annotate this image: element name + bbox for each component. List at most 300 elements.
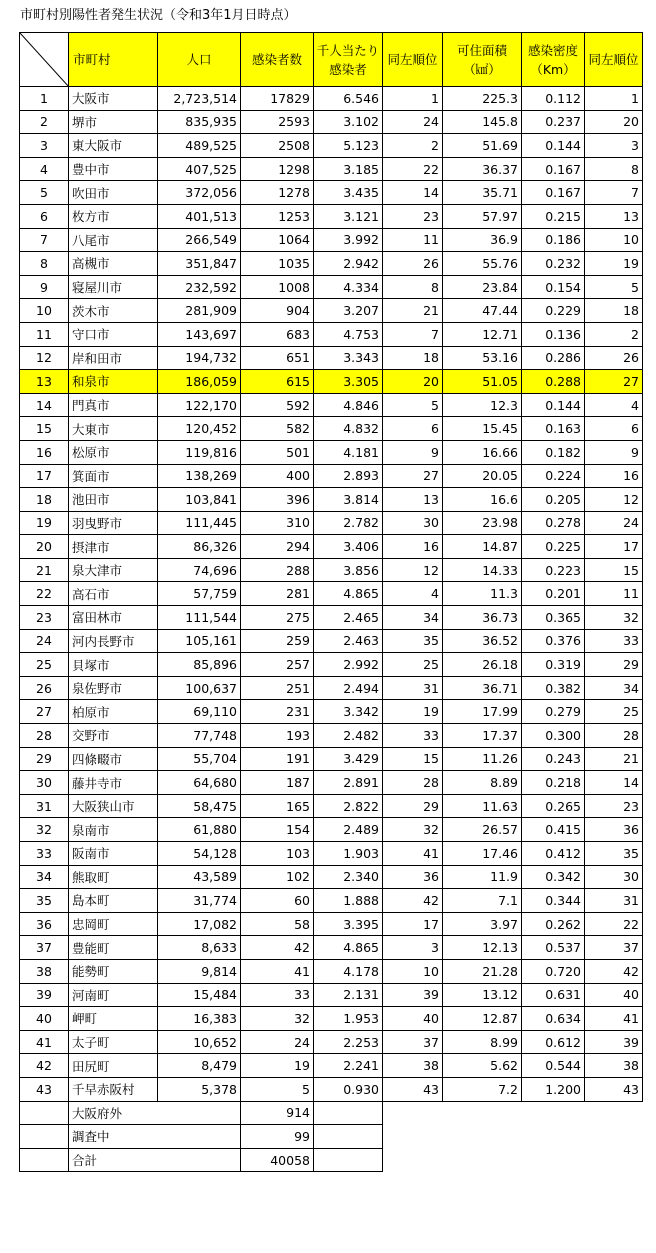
area-cell: 7.2 [443, 1077, 522, 1101]
area-cell: 12.3 [443, 393, 522, 417]
per-thousand-cell: 3.343 [314, 346, 383, 370]
table-row [20, 936, 643, 960]
rank-cell: 15 [383, 747, 443, 771]
density-cell: 0.265 [522, 794, 585, 818]
density-rank-cell: 27 [585, 370, 643, 394]
per-thousand-cell: 4.846 [314, 393, 383, 417]
per-thousand-cell: 4.865 [314, 582, 383, 606]
area-cell: 36.9 [443, 228, 522, 252]
table-row [20, 535, 643, 559]
footer-spacer [383, 1148, 643, 1172]
density-rank-cell: 37 [585, 936, 643, 960]
row-number: 28 [20, 724, 69, 748]
area-cell: 51.05 [443, 370, 522, 394]
rank-cell: 16 [383, 535, 443, 559]
density-rank-cell: 5 [585, 275, 643, 299]
population-cell: 5,378 [158, 1077, 241, 1101]
area-cell: 53.16 [443, 346, 522, 370]
density-cell: 0.286 [522, 346, 585, 370]
rank-cell: 38 [383, 1054, 443, 1078]
row-number: 26 [20, 676, 69, 700]
density-rank-cell: 13 [585, 204, 643, 228]
density-cell: 0.223 [522, 558, 585, 582]
area-cell: 20.05 [443, 464, 522, 488]
table-row [20, 1030, 643, 1054]
density-rank-cell: 1 [585, 87, 643, 111]
rank-cell: 27 [383, 464, 443, 488]
population-cell: 8,479 [158, 1054, 241, 1078]
table-body [20, 87, 643, 1102]
density-cell: 0.243 [522, 747, 585, 771]
density-rank-cell: 25 [585, 700, 643, 724]
municipality-cell: 泉大津市 [69, 558, 158, 582]
infected-cell: 60 [241, 889, 314, 913]
footer-label: 合計 [69, 1148, 241, 1172]
rank-cell: 4 [383, 582, 443, 606]
infected-cell: 193 [241, 724, 314, 748]
footer-empty-cell [314, 1125, 383, 1149]
density-rank-cell: 16 [585, 464, 643, 488]
municipality-cell: 東大阪市 [69, 134, 158, 158]
rank-cell: 22 [383, 157, 443, 181]
infected-cell: 904 [241, 299, 314, 323]
infected-cell: 1064 [241, 228, 314, 252]
density-cell: 0.319 [522, 653, 585, 677]
per-thousand-cell: 2.942 [314, 252, 383, 276]
density-cell: 0.412 [522, 842, 585, 866]
rank-cell: 25 [383, 653, 443, 677]
municipality-cell: 忠岡町 [69, 912, 158, 936]
density-cell: 0.144 [522, 134, 585, 158]
per-thousand-cell: 3.305 [314, 370, 383, 394]
municipality-cell: 柏原市 [69, 700, 158, 724]
table-row [20, 676, 643, 700]
row-number: 31 [20, 794, 69, 818]
row-number: 7 [20, 228, 69, 252]
per-thousand-cell: 2.463 [314, 629, 383, 653]
row-number: 39 [20, 983, 69, 1007]
density-rank-cell: 12 [585, 488, 643, 512]
municipality-cell: 河内長野市 [69, 629, 158, 653]
per-thousand-cell: 2.465 [314, 606, 383, 630]
footer-empty-cell [20, 1148, 69, 1172]
area-cell: 145.8 [443, 110, 522, 134]
municipality-cell: 茨木市 [69, 299, 158, 323]
municipality-cell: 吹田市 [69, 181, 158, 205]
area-cell: 26.57 [443, 818, 522, 842]
table-row [20, 912, 643, 936]
table-row [20, 181, 643, 205]
density-cell: 0.262 [522, 912, 585, 936]
density-cell: 0.720 [522, 959, 585, 983]
density-cell: 1.200 [522, 1077, 585, 1101]
infected-cell: 24 [241, 1030, 314, 1054]
municipality-cell: 豊中市 [69, 157, 158, 181]
density-cell: 0.300 [522, 724, 585, 748]
municipality-cell: 松原市 [69, 440, 158, 464]
per-thousand-cell: 4.181 [314, 440, 383, 464]
rank-cell: 36 [383, 865, 443, 889]
density-rank-cell: 10 [585, 228, 643, 252]
per-thousand-cell: 2.241 [314, 1054, 383, 1078]
municipality-cell: 高槻市 [69, 252, 158, 276]
row-number: 27 [20, 700, 69, 724]
area-cell: 36.73 [443, 606, 522, 630]
density-rank-cell: 41 [585, 1007, 643, 1031]
rank-cell: 20 [383, 370, 443, 394]
table-row [20, 299, 643, 323]
population-cell: 407,525 [158, 157, 241, 181]
municipality-cell: 太子町 [69, 1030, 158, 1054]
header-rank-1: 同左順位 [383, 33, 443, 87]
municipality-cell: 能勢町 [69, 959, 158, 983]
footer-empty-cell [20, 1101, 69, 1125]
population-cell: 232,592 [158, 275, 241, 299]
area-cell: 5.62 [443, 1054, 522, 1078]
table-row [20, 322, 643, 346]
row-number: 5 [20, 181, 69, 205]
density-cell: 0.163 [522, 417, 585, 441]
rank-cell: 32 [383, 818, 443, 842]
area-cell: 16.6 [443, 488, 522, 512]
rank-cell: 6 [383, 417, 443, 441]
per-thousand-cell: 3.121 [314, 204, 383, 228]
density-rank-cell: 35 [585, 842, 643, 866]
density-rank-cell: 32 [585, 606, 643, 630]
density-cell: 0.186 [522, 228, 585, 252]
footer-value: 914 [241, 1101, 314, 1125]
population-cell: 77,748 [158, 724, 241, 748]
municipality-cell: 枚方市 [69, 204, 158, 228]
population-cell: 372,056 [158, 181, 241, 205]
rank-cell: 28 [383, 771, 443, 795]
infection-table [19, 32, 643, 1172]
municipality-cell: 千早赤阪村 [69, 1077, 158, 1101]
municipality-cell: 岬町 [69, 1007, 158, 1031]
area-cell: 11.26 [443, 747, 522, 771]
infected-cell: 281 [241, 582, 314, 606]
table-row [20, 794, 643, 818]
area-cell: 36.37 [443, 157, 522, 181]
rank-cell: 5 [383, 393, 443, 417]
population-cell: 61,880 [158, 818, 241, 842]
area-cell: 8.99 [443, 1030, 522, 1054]
per-thousand-cell: 2.253 [314, 1030, 383, 1054]
infected-cell: 1035 [241, 252, 314, 276]
per-thousand-cell: 3.856 [314, 558, 383, 582]
municipality-cell: 島本町 [69, 889, 158, 913]
density-cell: 0.279 [522, 700, 585, 724]
infected-cell: 191 [241, 747, 314, 771]
row-number: 41 [20, 1030, 69, 1054]
area-cell: 26.18 [443, 653, 522, 677]
rank-cell: 35 [383, 629, 443, 653]
per-thousand-cell: 2.992 [314, 653, 383, 677]
per-thousand-cell: 3.435 [314, 181, 383, 205]
density-cell: 0.376 [522, 629, 585, 653]
table-row [20, 488, 643, 512]
infected-cell: 5 [241, 1077, 314, 1101]
municipality-cell: 阪南市 [69, 842, 158, 866]
row-number: 29 [20, 747, 69, 771]
infected-cell: 42 [241, 936, 314, 960]
density-rank-cell: 6 [585, 417, 643, 441]
infected-cell: 310 [241, 511, 314, 535]
footer-row [20, 1148, 643, 1172]
municipality-cell: 田尻町 [69, 1054, 158, 1078]
table-row [20, 582, 643, 606]
row-number: 1 [20, 87, 69, 111]
table-row [20, 700, 643, 724]
density-rank-cell: 24 [585, 511, 643, 535]
density-cell: 0.182 [522, 440, 585, 464]
population-cell: 43,589 [158, 865, 241, 889]
row-number: 15 [20, 417, 69, 441]
municipality-cell: 守口市 [69, 322, 158, 346]
infected-cell: 288 [241, 558, 314, 582]
density-cell: 0.205 [522, 488, 585, 512]
infected-cell: 102 [241, 865, 314, 889]
infected-cell: 58 [241, 912, 314, 936]
area-cell: 16.66 [443, 440, 522, 464]
density-rank-cell: 30 [585, 865, 643, 889]
rank-cell: 23 [383, 204, 443, 228]
row-number: 6 [20, 204, 69, 228]
row-number: 42 [20, 1054, 69, 1078]
infected-cell: 275 [241, 606, 314, 630]
density-rank-cell: 28 [585, 724, 643, 748]
footer-empty-cell [314, 1148, 383, 1172]
footer-row [20, 1101, 643, 1125]
population-cell: 138,269 [158, 464, 241, 488]
infected-cell: 2508 [241, 134, 314, 158]
header-rank-2: 同左順位 [585, 33, 643, 87]
table-row [20, 440, 643, 464]
density-cell: 0.382 [522, 676, 585, 700]
row-number: 4 [20, 157, 69, 181]
density-rank-cell: 21 [585, 747, 643, 771]
rank-cell: 40 [383, 1007, 443, 1031]
municipality-cell: 八尾市 [69, 228, 158, 252]
density-rank-cell: 39 [585, 1030, 643, 1054]
table-row [20, 417, 643, 441]
area-cell: 7.1 [443, 889, 522, 913]
density-cell: 0.631 [522, 983, 585, 1007]
density-rank-cell: 3 [585, 134, 643, 158]
density-rank-cell: 4 [585, 393, 643, 417]
municipality-cell: 豊能町 [69, 936, 158, 960]
header-per-thousand: 千人当たり感染者 [314, 33, 383, 87]
row-number: 2 [20, 110, 69, 134]
density-rank-cell: 8 [585, 157, 643, 181]
per-thousand-cell: 2.494 [314, 676, 383, 700]
table-row [20, 87, 643, 111]
municipality-cell: 河南町 [69, 983, 158, 1007]
row-number: 38 [20, 959, 69, 983]
infected-cell: 2593 [241, 110, 314, 134]
area-cell: 21.28 [443, 959, 522, 983]
per-thousand-cell: 4.178 [314, 959, 383, 983]
municipality-cell: 摂津市 [69, 535, 158, 559]
density-cell: 0.342 [522, 865, 585, 889]
row-number: 40 [20, 1007, 69, 1031]
per-thousand-cell: 4.753 [314, 322, 383, 346]
per-thousand-cell: 3.395 [314, 912, 383, 936]
municipality-cell: 熊取町 [69, 865, 158, 889]
infected-cell: 259 [241, 629, 314, 653]
page-title: 市町村別陽性者発生状況（令和3年1月日時点） [20, 8, 297, 23]
per-thousand-cell: 1.888 [314, 889, 383, 913]
municipality-cell: 大東市 [69, 417, 158, 441]
footer-empty-cell [20, 1125, 69, 1149]
area-cell: 14.87 [443, 535, 522, 559]
per-thousand-cell: 2.822 [314, 794, 383, 818]
density-cell: 0.112 [522, 87, 585, 111]
rank-cell: 41 [383, 842, 443, 866]
row-number: 13 [20, 370, 69, 394]
density-rank-cell: 22 [585, 912, 643, 936]
area-cell: 3.97 [443, 912, 522, 936]
infected-cell: 32 [241, 1007, 314, 1031]
area-cell: 57.97 [443, 204, 522, 228]
density-rank-cell: 7 [585, 181, 643, 205]
infected-cell: 615 [241, 370, 314, 394]
area-cell: 12.71 [443, 322, 522, 346]
density-cell: 0.344 [522, 889, 585, 913]
population-cell: 64,680 [158, 771, 241, 795]
per-thousand-cell: 3.102 [314, 110, 383, 134]
row-number: 22 [20, 582, 69, 606]
population-cell: 835,935 [158, 110, 241, 134]
table-row [20, 818, 643, 842]
row-number: 35 [20, 889, 69, 913]
density-cell: 0.167 [522, 157, 585, 181]
per-thousand-cell: 2.131 [314, 983, 383, 1007]
density-cell: 0.544 [522, 1054, 585, 1078]
density-rank-cell: 20 [585, 110, 643, 134]
footer-value: 40058 [241, 1148, 314, 1172]
population-cell: 74,696 [158, 558, 241, 582]
density-cell: 0.634 [522, 1007, 585, 1031]
header-row [20, 33, 643, 87]
table-row [20, 204, 643, 228]
density-rank-cell: 43 [585, 1077, 643, 1101]
rank-cell: 2 [383, 134, 443, 158]
density-rank-cell: 15 [585, 558, 643, 582]
row-number: 10 [20, 299, 69, 323]
infected-cell: 33 [241, 983, 314, 1007]
rank-cell: 18 [383, 346, 443, 370]
infected-cell: 400 [241, 464, 314, 488]
rank-cell: 42 [383, 889, 443, 913]
rank-cell: 39 [383, 983, 443, 1007]
municipality-cell: 泉佐野市 [69, 676, 158, 700]
density-cell: 0.278 [522, 511, 585, 535]
municipality-cell: 池田市 [69, 488, 158, 512]
density-cell: 0.215 [522, 204, 585, 228]
density-cell: 0.201 [522, 582, 585, 606]
rank-cell: 33 [383, 724, 443, 748]
population-cell: 103,841 [158, 488, 241, 512]
population-cell: 58,475 [158, 794, 241, 818]
diagonal-line-icon [20, 33, 69, 87]
header-municipality: 市町村 [69, 33, 158, 87]
footer-spacer [383, 1125, 643, 1149]
row-number: 9 [20, 275, 69, 299]
per-thousand-cell: 1.953 [314, 1007, 383, 1031]
area-cell: 51.69 [443, 134, 522, 158]
row-number: 14 [20, 393, 69, 417]
table-row [20, 653, 643, 677]
rank-cell: 24 [383, 110, 443, 134]
area-cell: 11.9 [443, 865, 522, 889]
footer-label: 調査中 [69, 1125, 241, 1149]
infected-cell: 1253 [241, 204, 314, 228]
population-cell: 100,637 [158, 676, 241, 700]
per-thousand-cell: 4.832 [314, 417, 383, 441]
area-cell: 36.71 [443, 676, 522, 700]
density-cell: 0.415 [522, 818, 585, 842]
row-number: 12 [20, 346, 69, 370]
table-row [20, 558, 643, 582]
table-row [20, 606, 643, 630]
per-thousand-cell: 2.891 [314, 771, 383, 795]
table-footer [20, 1101, 643, 1172]
municipality-cell: 羽曳野市 [69, 511, 158, 535]
population-cell: 9,814 [158, 959, 241, 983]
table-row [20, 747, 643, 771]
row-number: 33 [20, 842, 69, 866]
area-cell: 17.37 [443, 724, 522, 748]
footer-empty-cell [314, 1101, 383, 1125]
rank-cell: 9 [383, 440, 443, 464]
density-cell: 0.167 [522, 181, 585, 205]
density-rank-cell: 38 [585, 1054, 643, 1078]
municipality-cell: 堺市 [69, 110, 158, 134]
table-row [20, 228, 643, 252]
table-row [20, 1007, 643, 1031]
header-infected: 感染者数 [241, 33, 314, 87]
row-number: 25 [20, 653, 69, 677]
per-thousand-cell: 3.406 [314, 535, 383, 559]
density-cell: 0.612 [522, 1030, 585, 1054]
density-rank-cell: 33 [585, 629, 643, 653]
header-density: 感染密度（Km） [522, 33, 585, 87]
row-number: 24 [20, 629, 69, 653]
table-row [20, 865, 643, 889]
rank-cell: 31 [383, 676, 443, 700]
density-cell: 0.537 [522, 936, 585, 960]
density-rank-cell: 23 [585, 794, 643, 818]
rank-cell: 26 [383, 252, 443, 276]
row-number: 3 [20, 134, 69, 158]
density-rank-cell: 14 [585, 771, 643, 795]
area-cell: 23.84 [443, 275, 522, 299]
table-row [20, 134, 643, 158]
table-row [20, 889, 643, 913]
per-thousand-cell: 2.340 [314, 865, 383, 889]
row-number: 37 [20, 936, 69, 960]
per-thousand-cell: 4.334 [314, 275, 383, 299]
municipality-cell: 藤井寺市 [69, 771, 158, 795]
infected-cell: 396 [241, 488, 314, 512]
infected-cell: 165 [241, 794, 314, 818]
population-cell: 17,082 [158, 912, 241, 936]
infected-cell: 294 [241, 535, 314, 559]
area-cell: 17.46 [443, 842, 522, 866]
population-cell: 351,847 [158, 252, 241, 276]
table-row [20, 110, 643, 134]
